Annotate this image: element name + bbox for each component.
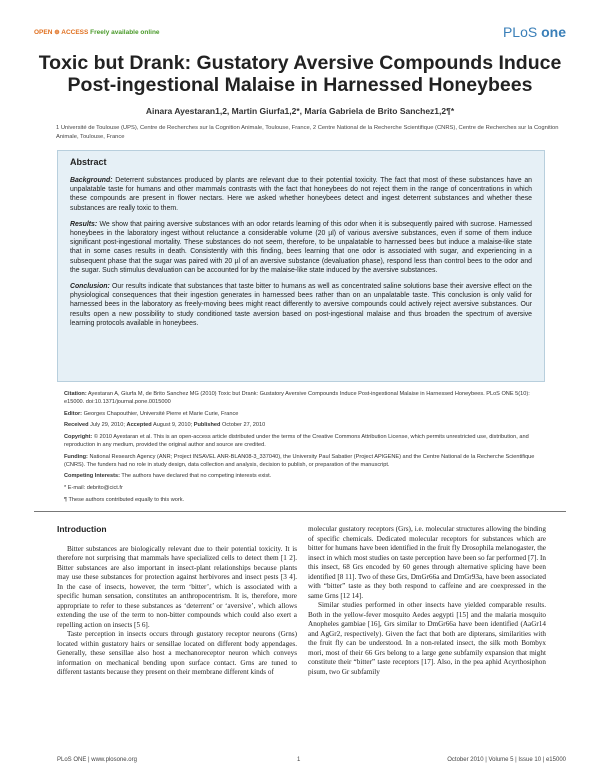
logo-plos: PLoS bbox=[502, 24, 538, 40]
right-column bbox=[308, 525, 546, 677]
section-divider bbox=[34, 511, 566, 512]
right-paragraph-2: Similar studies performed in other insects have yielded comparable results. Both in the yellow-fever mosquito Aedes aegypti [15] and the malaria mosquito Anopheles gambiae [16], Grs similar to DmGr66a have been identified (AaGr14 and AgGr2, respectively). Given the fact that both are dipterans, similarities with the fruit fly can be understood. In a non-related insect, the silk moth Bombyx mori, most of their 66 Grs belong to a large gene subfamily expansion that might constitute their “bitter” taste receptors [17]. Also, in the pea aphid Acyrthosiphon pisum, two Gr subfamily bbox=[308, 601, 546, 676]
dates: Received July 29, 2010; Accepted August 9, 2010; Published October 27, 2010 bbox=[64, 422, 266, 429]
affiliations: 1 Université de Toulouse (UPS), Centre de Recherches sur la Cognition Animale, Toulouse, France, 2 Centre National de la Recherche Scientifique (CNRS), Centre de Recherches sur la Cognition Animale, Toulouse, France bbox=[56, 125, 559, 140]
introduction-heading: Introduction bbox=[57, 524, 107, 534]
results-label: Results: bbox=[70, 220, 98, 228]
lock-icon: ⊕ bbox=[54, 29, 60, 36]
intro-paragraph-1: Bitter substances are biologically relevant due to their potential toxicity. It is therefore not surprising that mammals have specialized cells to detect them [1 2]. Bitter substances are also important in insect-plant relationships because plants may use these substances for protection against herbivores and insect pests [3 4]. In the case of insects, however, the term ‘bitter’, which is associated with a specific human sensation, constitutes an anthropocentrism. It is, therefore, more appropriate to refer to these substances as ‘deterrent’ or ‘aversive’, which allows extending the use of the term to non-bitter compounds which could also exert a repelling action on insects [5 6]. bbox=[57, 544, 297, 629]
conclusion-label: Conclusion: bbox=[70, 283, 110, 291]
plos-one-logo bbox=[503, 24, 566, 40]
equal-contribution: ¶ These authors contributed equally to this work. bbox=[64, 496, 185, 503]
funding: Funding: National Research Agency (ANR; Project INSAVEL ANR-BLAN08-3_337040), the University Paul Sabatier (Project APIGENE) and the Centre National de la Recherche Scientifique (CNRS). The funders had no role in study design, data collection and analysis, decision to publish, or preparation of the manuscript. bbox=[64, 453, 535, 468]
footer-page-number: 1 bbox=[297, 757, 301, 763]
editor: Editor: Georges Chapouthier, Université Pierre et Marie Curie, France bbox=[64, 410, 239, 417]
footer-issue: October 2010 | Volume 5 | Issue 10 | e15000 bbox=[447, 757, 566, 763]
citation: Citation: Ayestaran A, Giurfa M, de Brito Sanchez MG (2010) Toxic but Drank: Gustatory Aversive Compounds Induce Post-ingestional Malaise in Harnessed Honeybees. PLoS ONE 5(10): e15000. doi:10.1371/journal.pone.0015000 bbox=[64, 391, 530, 405]
abstract-conclusion: Conclusion: Our results indicate that substances that taste bitter to humans as well as concentrated saline solutions base their aversive effect on the physiological consequences that their ingestion generates in harnessed bees rather than on an unpalatable taste. This conclusion is only valid for harnessed bees in the laboratory as freely-moving bees might react differently to aversive compounds could actively reject aversive substances. Our results open a new possibility to study conditioned taste aversion based on post-ingestional malaise and thus broaden the spectrum of aversive learning protocols available in honeybees. bbox=[70, 283, 532, 327]
background-label: Background: bbox=[70, 177, 113, 184]
right-paragraph-1: molecular gustatory receptors (Grs), i.e. molecular structures allowing the binding of specific chemicals. Dedicated molecular receptors for substances which are bitter for humans have been identified in the fruit fly Drosophila melanogaster, the insect in which most studies on taste perception have been so far performed [7]. In this insect, 68 Grs encoded by 60 genes through alternative splicing have been identified [8 11]. Two of these Grs, DmGr66a and DmGr93a, have been associated with “bitter” taste as they both respond to caffeine and are coexpressed in the same Grns [12 14]. bbox=[308, 525, 547, 600]
abstract-box bbox=[57, 150, 545, 382]
email: * E-mail: debrito@cict.fr bbox=[64, 485, 123, 492]
left-column bbox=[57, 525, 297, 678]
logo-one: one bbox=[541, 24, 566, 40]
open-access-badge bbox=[34, 28, 160, 36]
article-metadata bbox=[64, 391, 540, 509]
abstract-results: Results: We show that pairing aversive substances with an odor retards learning of this odor when it is subsequently paired with sucrose. Harnessed honeybees in the laboratory ingest without reluctance a considerable volume (20 µl) of various aversive substances, even if some of them induce significant post-ingestional mortality. These substances do not seem, therefore, to be unpalatable to harnessed bees but induce a malaise-like state that in some cases results in death. Consistently with this finding, bees learning that one odor is associated with sugar, and experiencing in a subsequent phase that the sugar was paired with 20 µl of an aversive substance (devaluation phase), respond less than control bees to the odor and the sugar. Such stimulus devaluation can be accounted for by the malaise-like state induced by the aversive substances. bbox=[70, 220, 532, 274]
footer-journal: PLoS ONE | www.plosone.org bbox=[57, 757, 137, 763]
abstract-heading: Abstract bbox=[70, 157, 107, 167]
competing-interests: Competing Interests: The authors have declared that no competing interests exist. bbox=[64, 473, 272, 480]
open-access-label: ACCESS bbox=[61, 29, 89, 36]
open-access-prefix: OPEN bbox=[34, 29, 53, 36]
freely-available-label: Freely available online bbox=[90, 29, 160, 36]
copyright: Copyright: © 2010 Ayestaran et al. This is an open-access article distributed under the terms of the Creative Commons Attribution License, which permits unrestricted use, distribution, and reproduction in any medium, provided the original author and source are credited. bbox=[64, 434, 529, 448]
abstract-background: Background: Deterrent substances produced by plants are relevant due to their potential toxicity. The fact that most of these substances have an unpalatable taste for humans and other mammals contrasts with the fact that honeybees do not reject them in the range of concentrations in which these compounds are present in flower nectars. Here we asked whether honeybees detect and ingest deterrent substances and whether these substances are really toxic to them. bbox=[70, 177, 532, 212]
intro-paragraph-2: Taste perception in insects occurs through gustatory receptor neurons (Grns) located within gustatory hairs or sensillae located on different body appendages. Generally, these sensillae also host a mechanoreceptor neuron which conveys information on mechanical bending upon surface contact. Grns are tuned to different tastants because they present on their membrane different kinds of bbox=[57, 630, 297, 676]
author-list: Ainara Ayestaran1,2, Martin Giurfa1,2*, María Gabriela de Brito Sanchez1,2¶* bbox=[145, 106, 455, 116]
header-bar bbox=[34, 26, 566, 40]
article-title: Toxic but Drank: Gustatory Aversive Compounds Induce Post-ingestional Malaise in Harnessed Honeybees bbox=[38, 52, 562, 96]
